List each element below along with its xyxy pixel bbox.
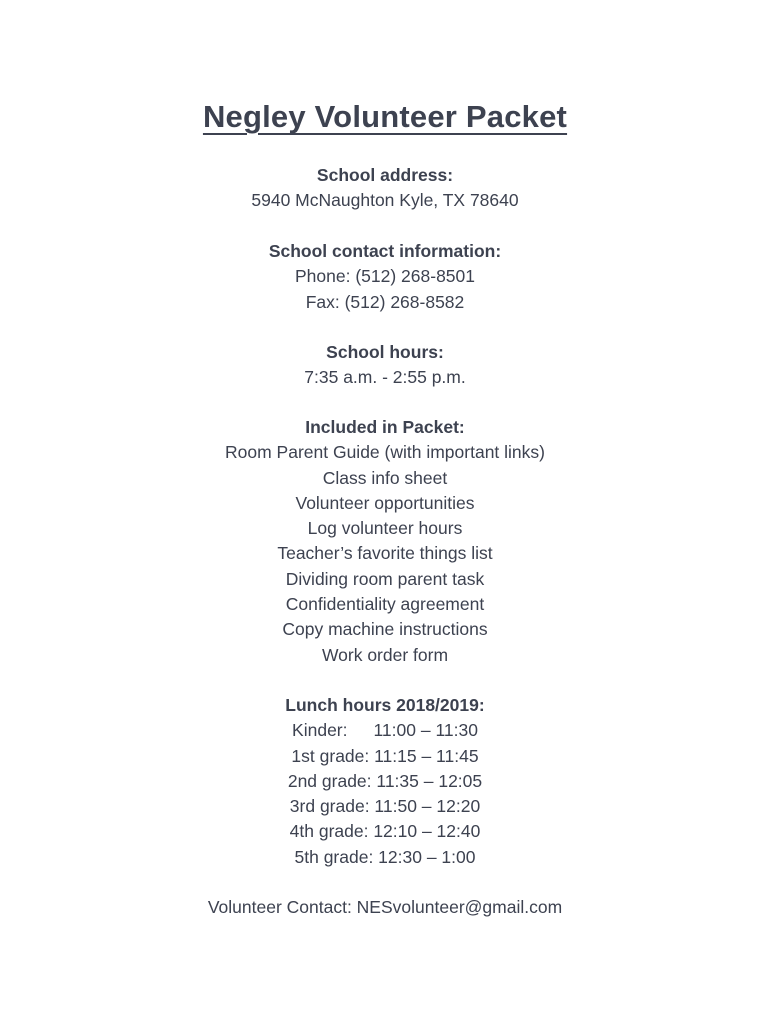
packet-item: Copy machine instructions [282, 619, 488, 640]
page-title-text: Negley Volunteer Packet [202, 99, 568, 134]
page-title [0, 96, 770, 138]
address-section [0, 163, 770, 214]
packet-item: Work order form [321, 644, 449, 665]
lunch-kinder-label: Kinder: [292, 720, 348, 741]
contact-fax: Fax: (512) 268-8582 [305, 291, 465, 312]
volunteer-contact: Volunteer Contact: NESvolunteer@gmail.com [207, 897, 563, 917]
packet-item: Log volunteer hours [307, 518, 463, 539]
lunch-section [0, 693, 770, 870]
lunch-kinder-time: 11:00 – 11:30 [373, 720, 478, 741]
packet-item: Teacher’s favorite things list [277, 543, 493, 564]
packet-item: Confidentiality agreement [285, 594, 485, 615]
lunch-row: 1st grade: 11:15 – 11:45 [291, 745, 479, 766]
packet-item: Volunteer opportunities [295, 492, 475, 513]
contact-section [0, 239, 770, 315]
hours-heading: School hours: [326, 342, 444, 362]
volunteer-contact-section [0, 895, 770, 920]
lunch-row-kinder [0, 718, 770, 743]
address-value: 5940 McNaughton Kyle, TX 78640 [251, 190, 519, 211]
hours-value: 7:35 a.m. - 2:55 p.m. [304, 367, 466, 388]
lunch-row: 5th grade: 12:30 – 1:00 [294, 846, 476, 867]
packet-item: Class info sheet [322, 467, 448, 488]
packet-heading: Included in Packet: [305, 417, 465, 437]
address-heading: School address: [316, 165, 454, 185]
lunch-row: 4th grade: 12:10 – 12:40 [289, 821, 481, 842]
packet-item: Dividing room parent task [285, 568, 485, 589]
hours-section [0, 340, 770, 391]
packet-item: Room Parent Guide (with important links) [225, 442, 545, 463]
contact-phone: Phone: (512) 268-8501 [295, 266, 475, 287]
contact-heading: School contact information: [268, 241, 502, 261]
lunch-heading: Lunch hours 2018/2019: [285, 695, 485, 715]
packet-section [0, 415, 770, 668]
lunch-row: 2nd grade: 11:35 – 12:05 [287, 770, 483, 791]
lunch-row: 3rd grade: 11:50 – 12:20 [289, 796, 481, 817]
